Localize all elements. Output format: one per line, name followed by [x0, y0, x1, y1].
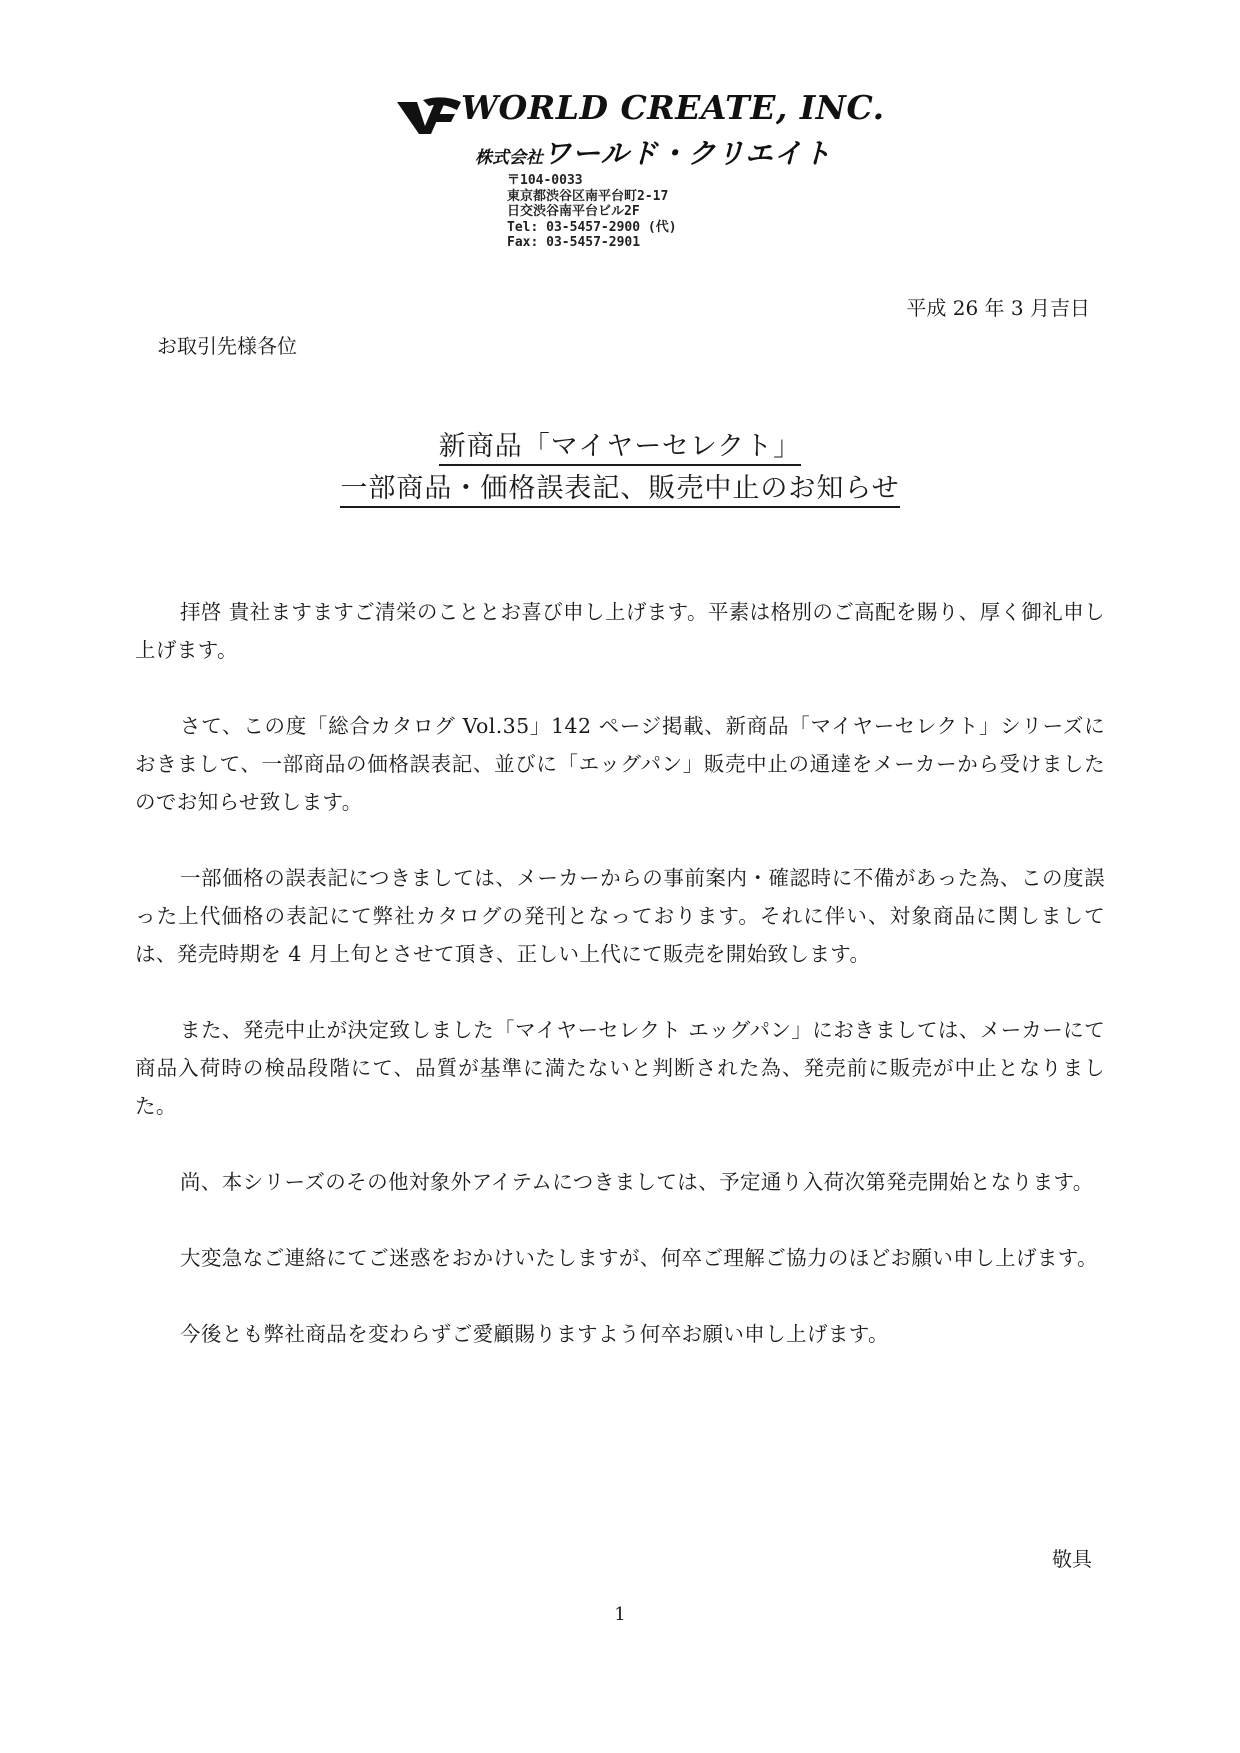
address-tel: Tel: 03-5457-2900 (代)	[507, 219, 677, 235]
closing-keigu: 敬具	[1052, 1547, 1092, 1571]
paragraph-notice: さて、この度「総合カタログ Vol.35」142 ページ掲載、新商品「マイヤーセレクト」シリーズにおきまして、一部商品の価格誤表記、並びに「エッグパン」販売中止の通達をメーカーから受けましたのでお知らせ致します。	[135, 714, 1105, 814]
paragraph-price-error: 一部価格の誤表記につきましては、メーカーからの事前案内・確認時に不備があった為、この度誤った上代価格の表記にて弊社カタログの発刊となっております。それに伴い、対象商品に関しましては、発売時期を 4 月上旬とさせて頂き、正しい上代にて販売を開始致します。	[135, 866, 1105, 966]
title-line-1-text: 新商品「マイヤーセレクト」	[439, 431, 801, 466]
address-postal: 〒104-0033	[507, 173, 583, 188]
addressee: お取引先様各位	[157, 334, 297, 358]
letter-date: 平成 26 年 3 月吉日	[906, 296, 1090, 320]
address-fax: Fax: 03-5457-2901	[507, 235, 641, 250]
company-name: ワールド・クリエイト	[543, 137, 832, 170]
company-logo-icon	[395, 96, 463, 136]
letter-body	[135, 593, 1105, 1391]
company-prefix: 株式会社	[475, 148, 543, 168]
paragraph-other-items: 尚、本シリーズのその他対象外アイテムにつきましては、予定通り入荷次第発売開始となります。	[180, 1170, 1094, 1194]
paragraph-apology: 大変急なご連絡にてご迷惑をおかけいたしますが、何卒ご理解ご協力のほどお願い申し上げます。	[180, 1246, 1098, 1270]
title-line-1	[0, 424, 1240, 463]
title-line-2-text: 一部商品・価格誤表記、販売中止のお知らせ	[340, 473, 899, 508]
company-name-english: WORLD CREATE, INC.	[461, 88, 885, 127]
company-name-japanese	[475, 132, 832, 172]
page-number: 1	[614, 1604, 626, 1625]
paragraph-closing-wish: 今後とも弊社商品を変わらずご愛顧賜りますよう何卒お願い申し上げます。	[180, 1322, 889, 1346]
paragraph-discontinued: また、発売中止が決定致しました「マイヤーセレクト エッグパン」におきましては、メーカーにて商品入荷時の検品段階にて、品質が基準に満たないと判断された為、発売前に販売が中止となりました。	[135, 1018, 1105, 1118]
paragraph-greeting: 拝啓 貴社ますますご清栄のこととお喜び申し上げます。平素は格別のご高配を賜り、厚く御礼申し上げます。	[135, 600, 1105, 662]
title-line-2	[0, 466, 1240, 505]
letterhead	[395, 88, 885, 263]
address-building: 日交渋谷南平台ビル2F	[507, 204, 640, 219]
company-address	[507, 173, 677, 251]
address-street: 東京都渋谷区南平台町2-17	[507, 188, 669, 204]
